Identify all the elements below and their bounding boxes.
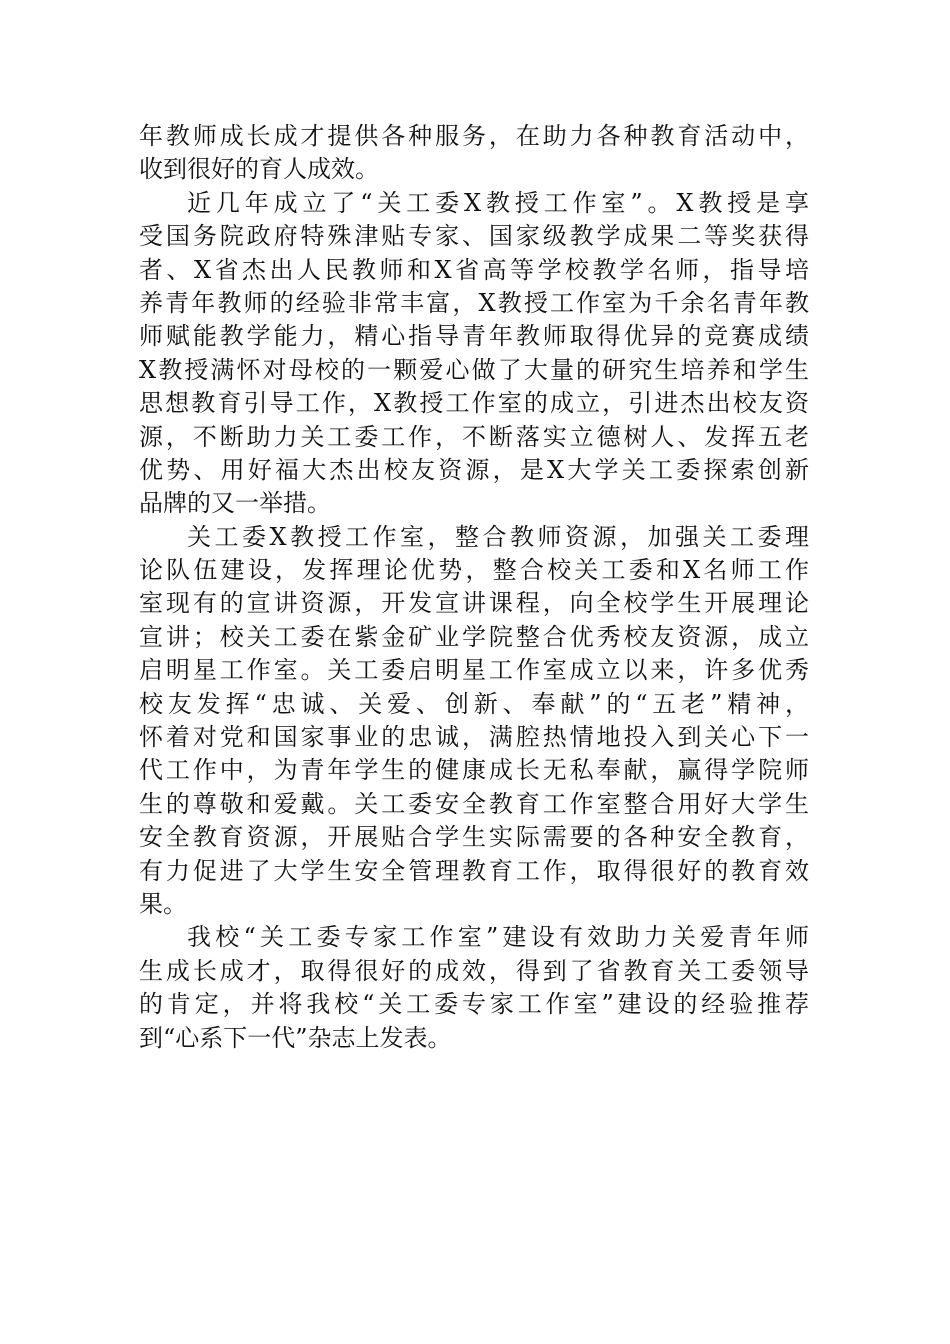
paragraph bbox=[139, 921, 809, 1055]
paragraph bbox=[139, 521, 809, 922]
text-line: 思想教育引导工作，X教授工作室的成立，引进杰出校友资 bbox=[139, 389, 809, 418]
text-line: 生成长成才，取得很好的成效，得到了省教育关工委领导 bbox=[139, 956, 809, 985]
text-line: 的肯定，并将我校“关工委专家工作室”建设的经验推荐 bbox=[139, 990, 809, 1019]
text-line: 收到很好的育人成效。 bbox=[139, 155, 379, 184]
text-line: 我校“关工委专家工作室”建设有效助力关爱青年师 bbox=[187, 923, 809, 952]
text-line: 代工作中，为青年学生的健康成长无私奉献，赢得学院师 bbox=[139, 756, 809, 785]
text-line: 者、X省杰出人民教师和X省高等学校教学名师，指导培 bbox=[139, 255, 809, 284]
text-line: X教授满怀对母校的一颗爱心做了大量的研究生培养和学生 bbox=[139, 355, 809, 384]
text-line: 校友发挥“忠诚、关爱、创新、奉献”的“五老”精神， bbox=[139, 689, 809, 718]
text-line: 源，不断助力关工委工作，不断落实立德树人、发挥五老 bbox=[139, 422, 809, 451]
paragraph bbox=[139, 187, 809, 521]
text-line: 师赋能教学能力，精心指导青年教师取得优异的竞赛成绩 bbox=[139, 322, 809, 351]
text-line: 生的尊敬和爱戴。关工委安全教育工作室整合用好大学生 bbox=[139, 789, 809, 818]
paragraph bbox=[139, 120, 809, 187]
text-line: 受国务院政府特殊津贴专家、国家级教学成果二等奖获得 bbox=[139, 222, 809, 251]
text-line: 到“心系下一代”杂志上发表。 bbox=[139, 1023, 452, 1052]
document-page bbox=[139, 120, 809, 1055]
text-line: 年教师成长成才提供各种服务，在助力各种教育活动中， bbox=[139, 122, 809, 150]
text-line: 有力促进了大学生安全管理教育工作，取得很好的教育效 bbox=[139, 856, 809, 885]
text-line: 果。 bbox=[139, 889, 187, 918]
text-line: 优势、用好福大杰出校友资源，是X大学关工委探索创新 bbox=[139, 455, 809, 484]
text-line: 怀着对党和国家事业的忠诚，满腔热情地投入到关心下一 bbox=[139, 723, 809, 752]
text-line: 论队伍建设，发挥理论优势，整合校关工委和X名师工作 bbox=[139, 556, 809, 585]
text-line: 品牌的又一举措。 bbox=[139, 489, 331, 518]
text-line: 启明星工作室。关工委启明星工作室成立以来，许多优秀 bbox=[139, 656, 809, 685]
text-line: 室现有的宣讲资源，开发宣讲课程，向全校学生开展理论 bbox=[139, 589, 809, 618]
text-line: 关工委X教授工作室，整合教师资源，加强关工委理 bbox=[187, 522, 809, 551]
text-line: 安全教育资源，开展贴合学生实际需要的各种安全教育， bbox=[139, 823, 809, 852]
text-line: 近几年成立了“关工委X教授工作室”。X教授是享 bbox=[187, 188, 809, 217]
text-line: 养青年教师的经验非常丰富，X教授工作室为千余名青年教 bbox=[139, 288, 809, 317]
text-line: 宣讲；校关工委在紫金矿业学院整合优秀校友资源，成立 bbox=[139, 622, 809, 651]
